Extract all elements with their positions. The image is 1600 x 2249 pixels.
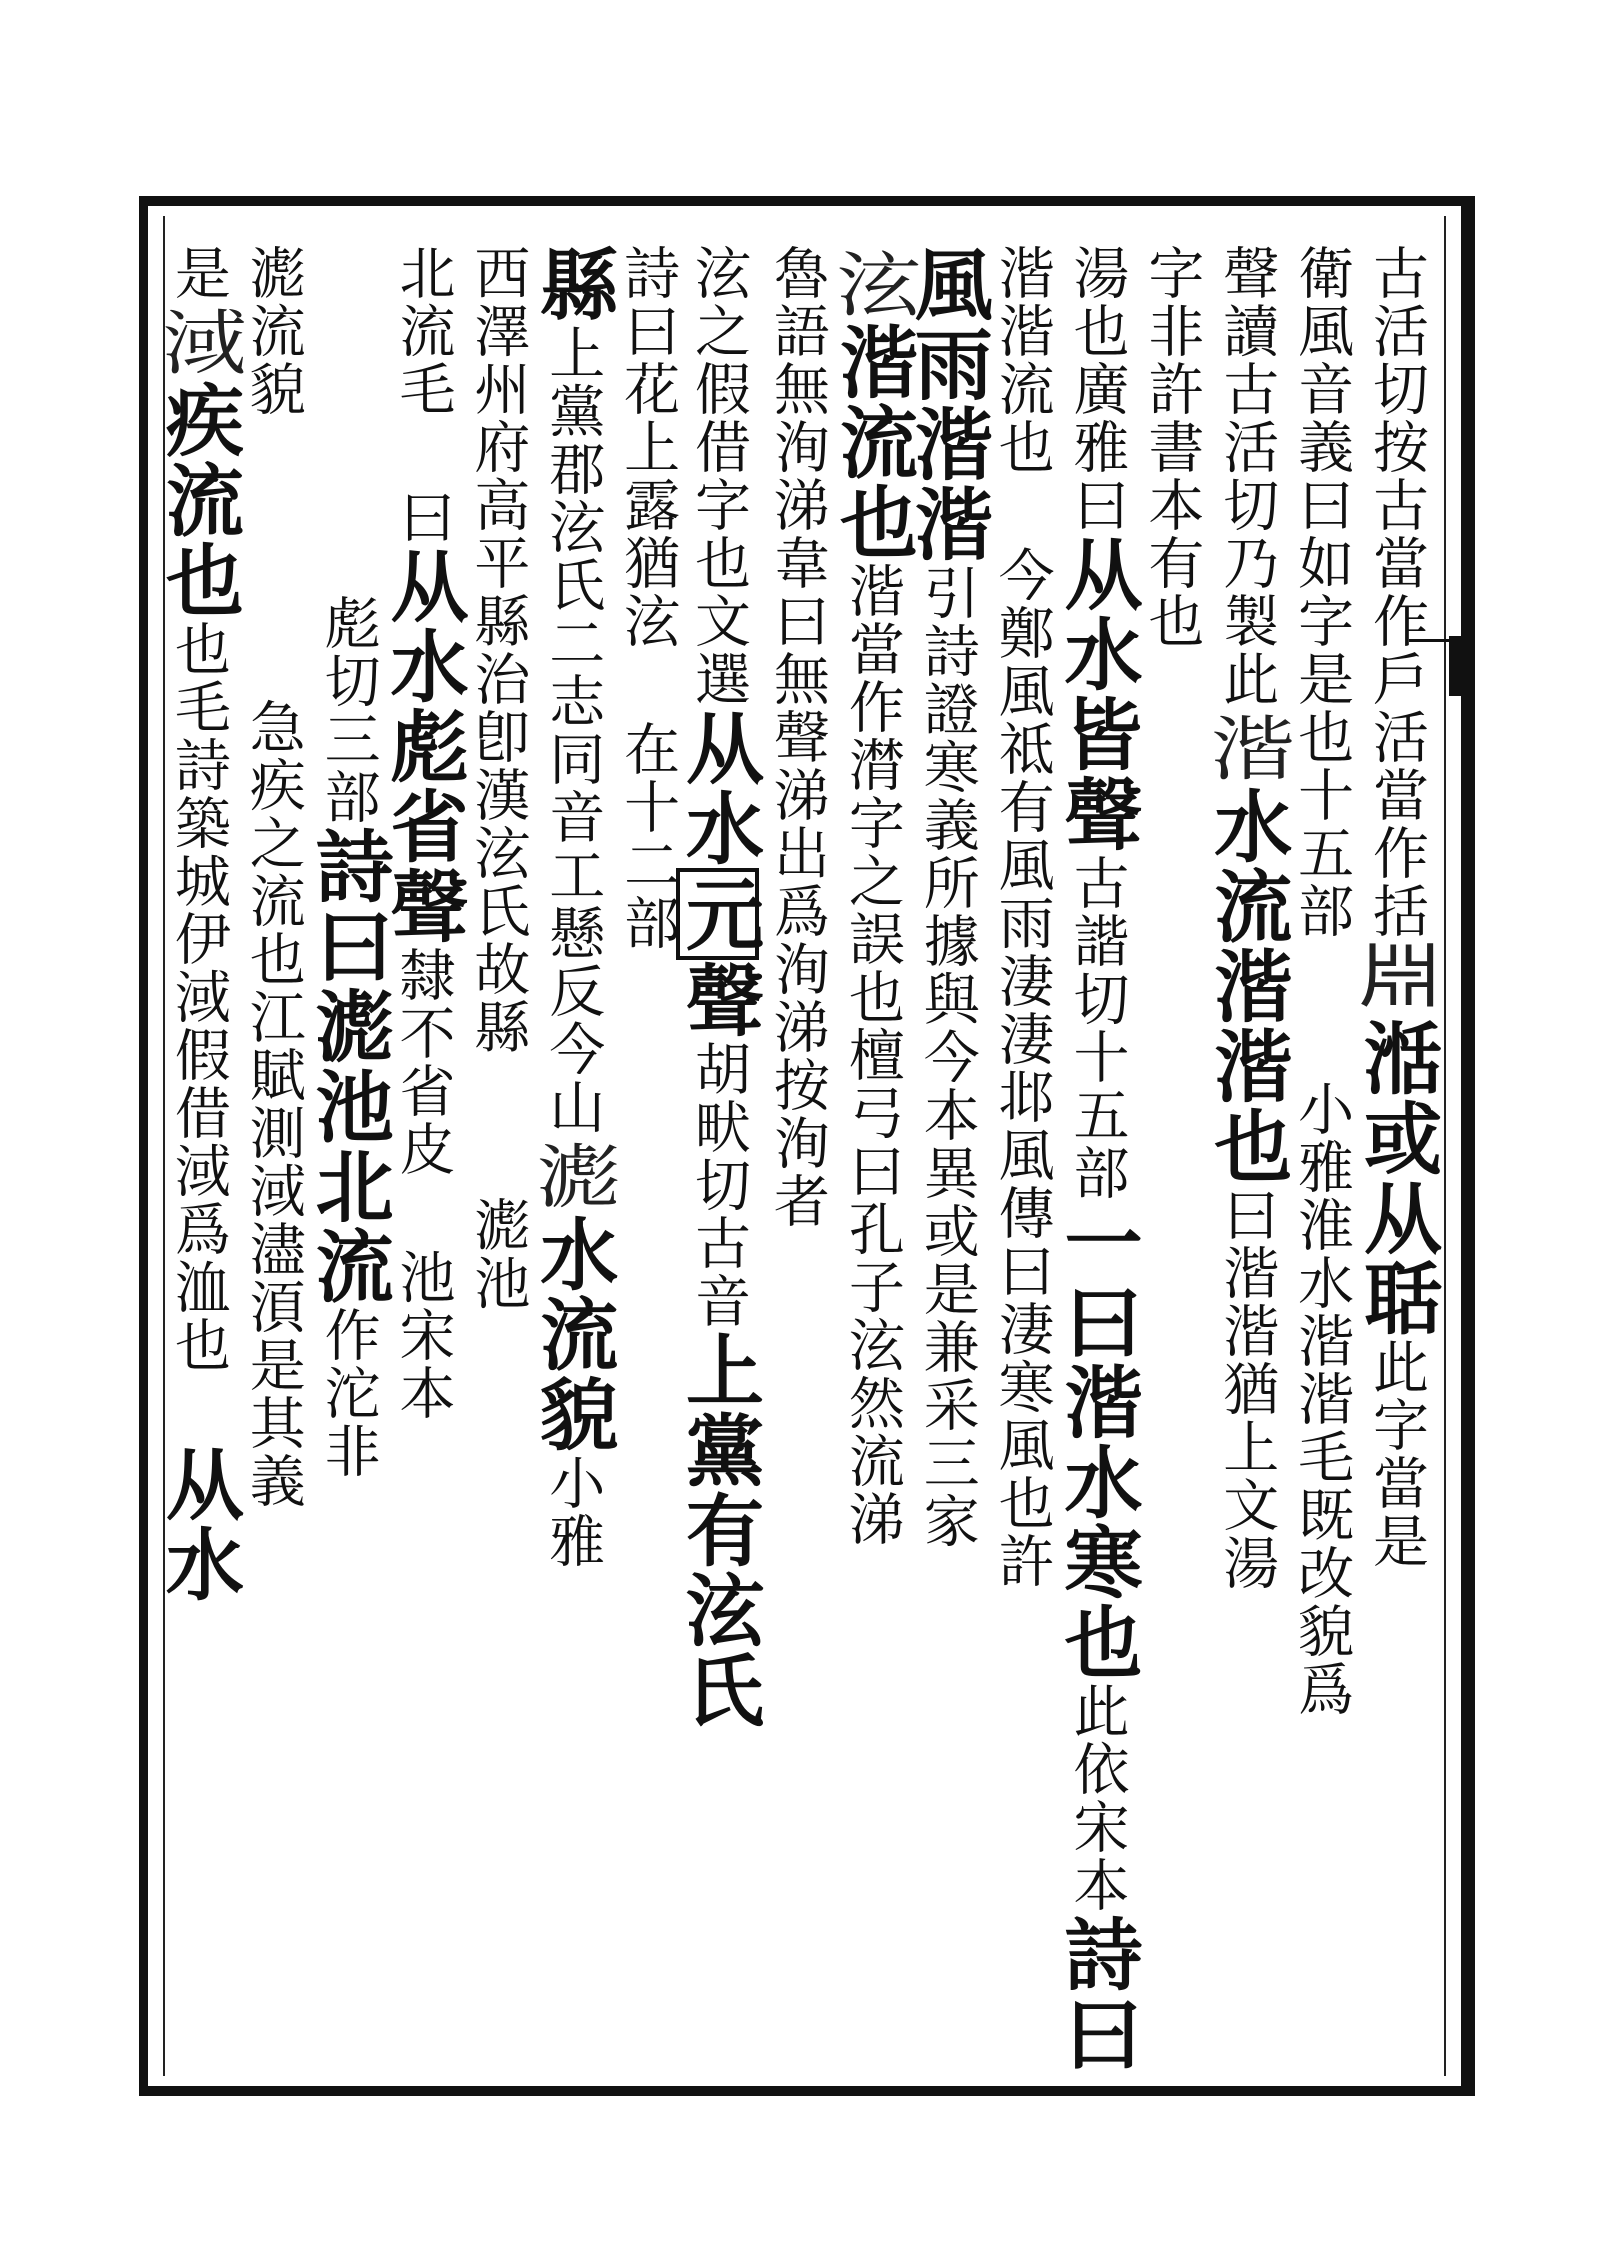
commentary-text: 湝湝流也 [989,244,1055,476]
seal-script-character: 湝 [1197,712,1296,782]
commentary-text: 今鄭風祗有風雨淒淒邶風傳曰淒寒風也許 [989,546,1055,1590]
text-column-14 [377,244,469,1422]
commentary-text: 是 [165,244,231,302]
boxed-character: 元 [676,868,759,960]
main-entry-text: 一曰湝水寒也 [1051,1202,1143,1682]
commentary-text: 西澤州府高平縣治卽漢泫氏故縣 [465,244,531,1056]
commentary-text: 泫之假借字也文選 [686,244,752,708]
main-entry-text: 水流湝湝也 [1201,786,1293,1186]
commentary-text: 引詩證寒義所據與今本異或是兼采三家 [914,564,980,1550]
main-entry-text: 疾流也 [152,380,244,620]
text-column-17 [148,244,248,1604]
text-column-11 [609,244,684,952]
text-column-2 [1283,244,1358,1718]
commentary-text: 在十二部 [615,720,681,952]
commentary-text: 池宋本 [390,1248,456,1422]
page-frame [139,196,1475,2096]
text-column-4 [1133,244,1208,650]
fish-tail-mark [1449,636,1463,696]
commentary-text: 胡畎切古音 [686,1040,752,1330]
commentary-text: 曰 [390,488,456,546]
commentary-text: 古諧切十五部 [1064,854,1130,1202]
text-column-10 [673,244,765,1730]
main-entry-text: 縣 [527,244,619,324]
commentary-text: 湝當作潸字之誤也檀弓曰孔子泫然流涕 [839,562,905,1548]
text-column-16 [235,244,310,1510]
main-entry-text: 湉或从聒 [1350,1018,1442,1338]
commentary-text: 也毛詩築城伊淢假借淢爲洫也 [165,620,231,1374]
commentary-text: 小雅淮水湝湝毛 [1289,1080,1355,1486]
main-entry-text: 从水 [152,1444,244,1604]
commentary-text: 小雅 [540,1454,606,1570]
commentary-text: 古活切按古當作戶活當作括 [1363,244,1429,940]
main-entry-text: 水流貌 [527,1214,619,1454]
commentary-text: 湯也廣雅曰 [1064,244,1130,534]
text-column-6 [984,244,1059,1590]
main-entry-text: 聲 [673,960,765,1040]
commentary-text: 隸不省皮 [390,946,456,1178]
commentary-text: 字非許書本有也 [1139,244,1205,650]
main-entry-text: 風雨湝湝 [901,244,993,564]
commentary-text: 上黨郡泫氏二志同音工懸反今山 [540,324,606,1136]
seal-script-character: 淢 [148,306,248,376]
commentary-text: 急疾之流也江賦測淢濜湏是其義 [240,698,306,1510]
commentary-text: 詩曰花上露猶泫 [615,244,681,650]
seal-script-character: 滮 [523,1140,622,1210]
commentary-text: 滮流貌 [240,244,306,418]
main-entry-text: 上黨有泫氏 [673,1330,765,1730]
commentary-text: 聲讀古活切乃製此 [1214,244,1280,708]
main-entry-text: 詩曰 [1051,1914,1143,2074]
commentary-text: 曰湝湝猶上文湯 [1214,1186,1280,1592]
text-column-1 [1346,244,1446,1570]
main-entry-text: 从水 [673,708,765,868]
main-entry-text: 从水皆聲 [1051,534,1143,854]
commentary-text: 彪切三部 [315,594,381,826]
commentary-text: 此字當是 [1363,1338,1429,1570]
commentary-text: 北流毛 [390,244,456,418]
text-column-12 [523,244,622,1570]
text-column-7 [901,244,993,1550]
commentary-text: 滮池 [465,1196,531,1312]
seal-script-character: 泫 [822,248,922,318]
commentary-text: 魯語無洵涕韋曰無聲涕出爲洵涕按洵者 [764,244,830,1230]
main-entry-text: 湝流也 [826,322,918,562]
text-column-9 [759,244,834,1230]
text-column-3 [1197,244,1296,1592]
main-entry-text: 詩曰滮池北流 [302,826,394,1306]
commentary-text: 作沱非 [315,1306,381,1480]
text-column-13 [460,244,535,1312]
text-column-5 [1051,244,1143,2074]
text-column-8 [822,244,922,1548]
seal-script-character: 𣶒 [1346,944,1446,1014]
commentary-text: 衛風音義曰如字是也十五部 [1289,244,1355,940]
main-entry-text: 从水彪省聲 [377,546,469,946]
text-column-15 [302,244,394,1480]
commentary-text: 此依宋本 [1064,1682,1130,1914]
commentary-text: 既改貌爲 [1289,1486,1355,1718]
